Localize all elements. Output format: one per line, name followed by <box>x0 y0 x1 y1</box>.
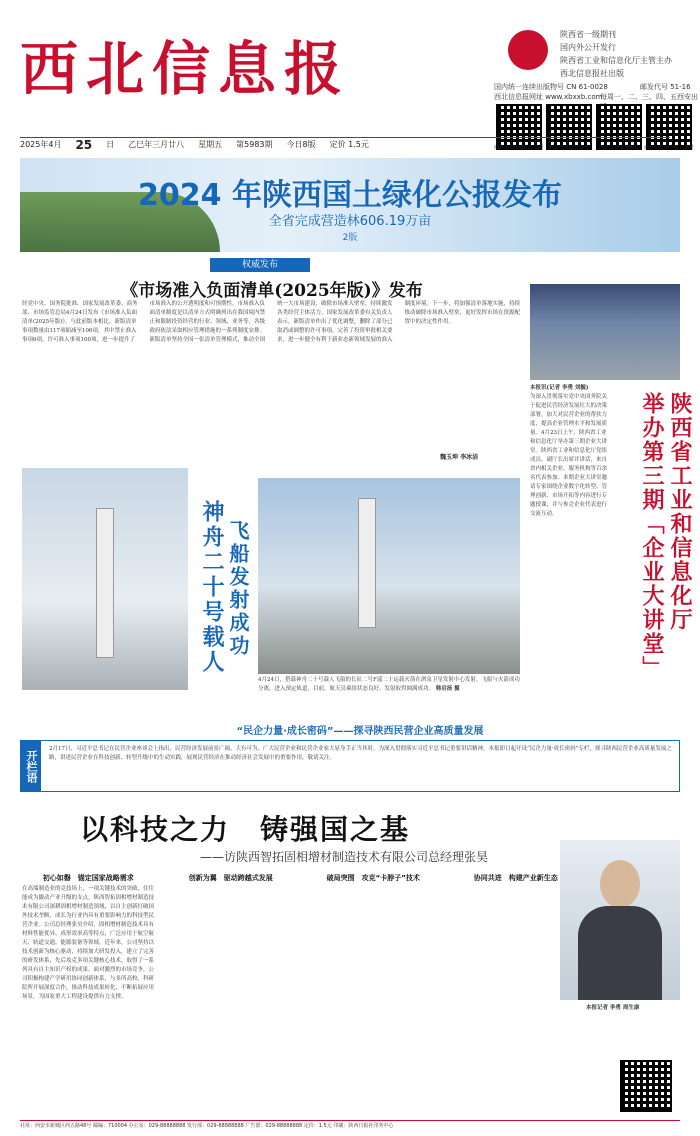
rocket-liftoff-photo[interactable] <box>258 478 520 674</box>
feature-column <box>307 870 440 1108</box>
issue-number: 第5983期 <box>236 140 273 149</box>
feature-text: 在高端制造业的竞技场上，一项关键技术的突破，往往能成为撬动产业升级的支点。陕西智拓固相增材制造技术有限公司深耕固相增材制造领域，以自主创新打破国外技术垄断，成长为行业内具有重要影响力的科技型民营企业。公司总经理张昊介绍，固相增材制造技术具有材料性能优异、成形效率高等特点，广泛应用于航空航天、轨道交通、能源装备等领域。近年来，公司坚持以技术创新为核心驱动，持续加大研发投入，建立了完善的研发体系，先后攻克多项关键核心技术，取得了一系列具有自主知识产权的成果。面对激烈的市场竞争，公司积极构建产学研用协同创新体系，与多所高校、科研院所开展深度合作，推动科技成果转化，不断拓展应用场景，为国家重大工程建设提供有力支撑。 <box>22 886 155 1000</box>
section-heading: 初心如磐 锚定国家战略需求 <box>42 874 134 882</box>
photographer: 韩启扬 摄 <box>435 686 460 692</box>
feature-column <box>22 870 155 1108</box>
side-article-body <box>530 384 610 714</box>
side-byline: 本报讯(记者 李勇 刘毓) <box>530 385 589 391</box>
intro-text: 2月17日，习近平总书记在民营企业座谈会上指出，民营经济发展前景广阔、大有可为，广大民营企业和民营企业家大显身手正当其时。为深入贯彻落实习近平总书记重要讲话精神，本报即日起开设“民企力量·成长密码”专栏，探寻陕西民营企业高质量发展之路，讲述民营企业在科技创新、转型升级中的生动实践，展现民营经济在推动经济社会发展中的重要作用，敬请关注。 <box>49 746 672 761</box>
side-headline-2[interactable]: 举办第三期「企业大讲堂」 <box>639 392 664 680</box>
masthead-line: 西北信息报社出版 <box>560 69 624 78</box>
qr-label: 西北信息报视频号 <box>598 145 639 151</box>
lunar-date: 乙巳年三月廿八 <box>128 140 185 149</box>
intro-badge: 开栏语 <box>21 741 41 791</box>
photo-caption <box>258 676 520 694</box>
meeting-photo[interactable] <box>530 284 680 380</box>
headline-banner[interactable] <box>20 158 680 252</box>
caption-text: 4月24日，搭载神舟二十号载人飞船的长征二号F遥二十运载火箭在酒泉卫星发射中心发射。飞船与火箭成功分离，进入预定轨道，目前，航天员乘组状态良好，发射取得圆满成功。 <box>258 677 520 692</box>
page-count: 今日8版 <box>286 140 316 149</box>
section-heading: 协同共进 构建产业新生态 <box>473 874 558 882</box>
date-year-month: 2025年4月 <box>20 140 62 149</box>
feature-column <box>165 870 298 1108</box>
banner-headline: 2024 年陕西国土绿化公报发布 <box>138 178 562 213</box>
masthead-line: 国内外公开发行 <box>560 43 616 52</box>
feature-body <box>22 870 582 1108</box>
website-line: 西北信息报网址 www.xbxxb.com <box>494 93 603 101</box>
banner-subtitle: 全省完成营造林606.19万亩 <box>268 214 432 229</box>
interviewee-portrait[interactable] <box>560 840 680 1000</box>
rocket-headline-1[interactable]: 神舟二十号载人 <box>199 500 224 675</box>
masthead-line: 陕西省一级期刊 <box>560 30 616 39</box>
date-day-label: 日 <box>106 140 115 149</box>
rocket-launch-photo[interactable] <box>22 468 188 690</box>
portrait-head <box>600 860 640 908</box>
qr-code-icon[interactable] <box>620 1060 672 1112</box>
issn-line: 国内统一连续出版物号 CN 61-0028 <box>494 83 608 91</box>
section-tag: 权威发布 <box>210 258 310 272</box>
dateline <box>20 137 670 151</box>
article-headline[interactable]: 《市场准入负面清单(2025年版)》发布 <box>121 281 423 301</box>
masthead-line: 陕西省工业和信息化厅主管主办 <box>560 56 672 65</box>
masthead-info <box>560 28 692 80</box>
rocket-shape <box>358 498 376 628</box>
date-day: 25 <box>75 137 93 152</box>
masthead <box>0 0 700 151</box>
feature-subtitle: ——访陕西智拓固相增材制造技术有限公司总经理张昊 <box>200 850 489 864</box>
newspaper-logo: 西北信息报 <box>20 35 351 103</box>
footer-info: 社址：西安市新城区西五路48号 邮编：710004 办公室：029-88888888 发行部：029-88888888 广告部：029-88888888 定价：1.5元 印刷：陕西日报社印务中心 <box>20 1120 680 1132</box>
portrait-body <box>578 906 662 1000</box>
qr-label: 西北信息报微信公众号 <box>493 145 544 151</box>
article-author: 魏玉坤 李冰洁 <box>440 454 479 461</box>
banner-page-ref[interactable]: 2版 <box>342 233 358 243</box>
series-tag: “民企力量·成长密码”——探寻陕西民营企业高质量发展 <box>236 726 484 737</box>
feature-headline[interactable]: 以科技之力 铸强国之基 <box>80 813 411 846</box>
weekday: 星期五 <box>198 140 223 149</box>
emblem-icon <box>508 30 548 70</box>
side-headline-1[interactable]: 陕西省工业和信息化厅 <box>667 392 692 632</box>
feature-reporter: 本报记者 李勇 周生康 <box>586 1005 640 1011</box>
rocket-shape <box>96 508 114 658</box>
side-article-text: 为深入贯彻落实党中央国务院关于促进民营经济发展壮大的决策部署，加大对民营企业的帮扶力度，提高企业管理水平和发展质量。4月23日上午，陕西省工业和信息化厅举办第三期企业大讲堂。陕西省工业和信息化厅党组成员、副厅长出席并讲话，来自省内相关企业、服务机构等百余名代表参加。本期企业大讲堂邀请专家围绕企业数字化转型、管理创新、市场开拓等内容进行专题授课，并与参会企业代表进行交流互动。 <box>530 394 608 517</box>
section-heading: 创新为翼 驱动跨越式发展 <box>188 874 273 882</box>
publish-schedule: 每周一、二、三、四、五西安出 <box>600 93 698 101</box>
column-intro <box>20 740 680 792</box>
qr-label: 西北信息报抖音号 <box>548 145 589 151</box>
article-body <box>22 300 522 460</box>
price: 定价 1.5元 <box>329 140 369 149</box>
rocket-headline-2[interactable]: 飞船发射成功 <box>226 520 250 658</box>
article-text: 经党中央、国务院批准，国家发展改革委、商务部、市场监管总局4月24日发布《市场准入负面清单(2025年版)》。与此前版本相比，新版清单事项数量由117项缩减至106项，其中禁止准入事项6项，许可准入事项100项，进一步提升了市场准入的公开透明度和可预期性。市场准入负面清单制度是以清单方式明确列出在我国境内禁止和限制投资经营的行业、领域、业务等，各级政府依法采取相应管理措施的一系列制度安排。新版清单坚持全国一张清单管理模式，推动全国统一大市场建设，破除市场准入壁垒，持续激发各类经营主体活力。国家发展改革委有关负责人表示，新版清单作出了优化调整，删除了部分已取消或调整的许可事项，完善了投资审批相关要求，进一步健全有利于新业态新领域发展的准入制度环境。下一步，将加强清单落地实施，持续推动破除市场准入壁垒，更好发挥市场在资源配置中的决定性作用。 <box>22 301 521 343</box>
section-heading: 破局突围 攻克“卡脖子”技术 <box>326 874 420 882</box>
postal-code: 邮发代号 51-16 <box>640 83 691 91</box>
qr-label: 西北信息报今日头条号 <box>643 145 694 151</box>
